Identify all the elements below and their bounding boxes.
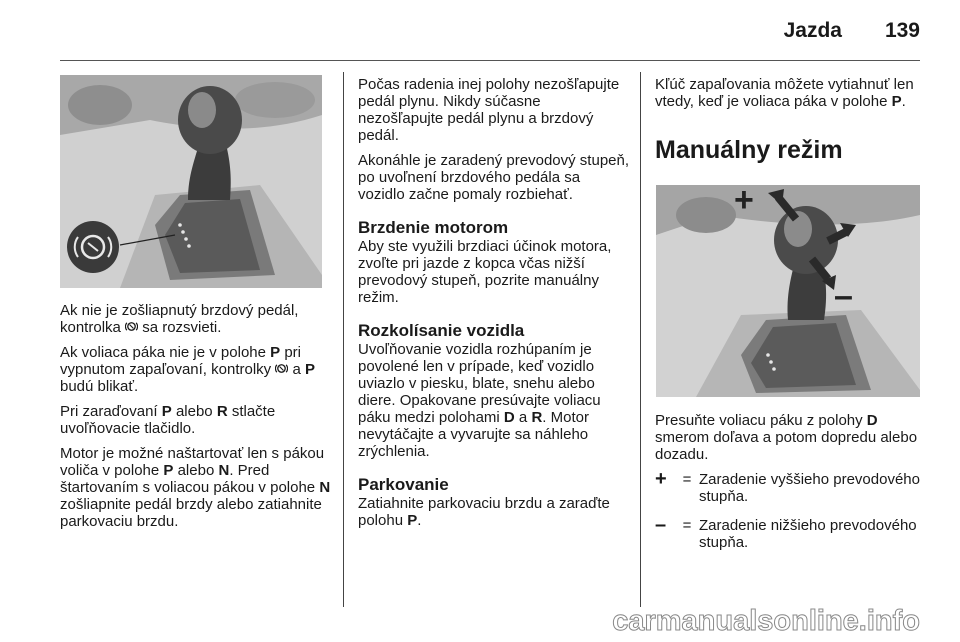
paragraph: Uvoľňovanie vozidla rozhúpaním je povolené len v prípade, keď vozidlo uviazlo v piesku, blate, snehu alebo diere. Opakovane presúvajte voliacu páku medzi polohami D a R. Motor nevytáčajte a vyvarujte sa náhleho zrýchlenia. (358, 341, 601, 460)
watermark: carmanualsonline.info (612, 605, 920, 637)
paragraph: Motor je možné naštartovať len s pákou voliča v polohe P alebo N. Pred štartovaním s voliacou pákou v polohe N zošliapnite pedál brzdy alebo zatiahnite parkovaciu brzdu. (60, 445, 331, 530)
subheading-engine-braking: Brzdenie motorom (358, 218, 509, 237)
brake-warning-icon (275, 362, 288, 375)
manual-mode-figure (656, 185, 920, 397)
column-divider-1 (343, 72, 344, 607)
paragraph: Počas radenia inej polohy nezošľapujte pedál plynu. Nikdy súčasne nezošľapujte pedál plynu a brzdový pedál. (358, 76, 620, 144)
header-rule (60, 60, 920, 61)
column-2 (358, 76, 630, 537)
brake-warning-icon (125, 320, 138, 333)
legend-row-upshift: + = Zaradenie vyššieho prevodového stupňa. (655, 468, 920, 505)
paragraph: Pri zaraďovaní P alebo R stlačte uvoľňovacie tlačidlo. (60, 403, 276, 437)
paragraph: Aby ste využili brzdiaci účinok motora, zvoľte pri jazde z kopca včas nižší prevodový stupeň, pozrite manuálny režim. (358, 238, 612, 306)
paragraph: Zatiahnite parkovaciu brzdu a zaraďte polohu P. (358, 495, 610, 529)
page-number: 139 (884, 19, 920, 42)
paragraph: Ak nie je zošliapnutý brzdový pedál, kontrolka sa rozsvieti. (60, 302, 299, 336)
subheading-parking: Parkovanie (358, 475, 449, 494)
minus-label: – (834, 277, 853, 315)
column-3 (655, 76, 923, 182)
paragraph: Kľúč zapaľovania môžete vytiahnuť len vtedy, keď je voliaca páka v polohe P. (655, 76, 914, 110)
plus-label: + (734, 185, 754, 219)
section-title: Jazda (783, 19, 842, 42)
heading-manual-mode: Manuálny režim (655, 136, 843, 164)
column-1 (60, 302, 332, 538)
column-3-lower (655, 412, 923, 563)
paragraph: Presuňte voliacu páku z polohy D smerom doľava a potom dopredu alebo dozadu. (655, 412, 918, 463)
gear-selector-figure (60, 75, 322, 288)
minus-icon: – (655, 514, 667, 536)
page-header (0, 0, 960, 60)
column-divider-2 (640, 72, 641, 607)
legend-row-downshift: – = Zaradenie nižšieho prevodového stupňa. (655, 514, 917, 551)
paragraph: Akonáhle je zaradený prevodový stupeň, po uvoľnení brzdového pedála sa vozidlo začne pomaly rozbiehať. (358, 152, 630, 203)
paragraph: Ak voliaca páka nie je v polohe P pri vypnutom zapaľovaní, kontrolky a P budú blikať. (60, 344, 316, 395)
subheading-rocking: Rozkolísanie vozidla (358, 321, 525, 340)
plus-icon: + (655, 468, 667, 490)
